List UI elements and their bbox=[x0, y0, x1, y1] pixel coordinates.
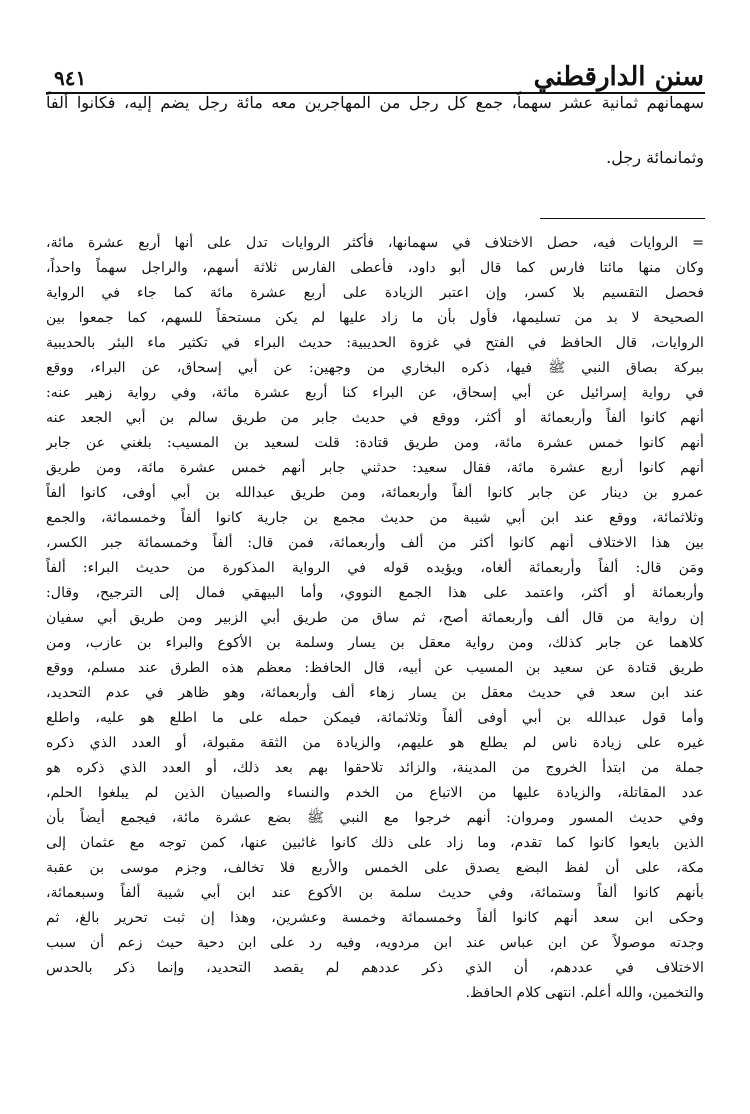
footnote-line: كلاهما عن جابر كذلك، ومن رواية معقل بن يسار وسلمة بن الأكوع والبراء بن عازب، ومن bbox=[46, 635, 704, 651]
footnote-line: عدد المقاتلة، والزيادة عليها من الاتباع من الخدم والنساء والصبيان الذين لم يبلغوا الحلم، bbox=[46, 785, 704, 801]
footnote-line: مكة، على أن لفظ البضع يصدق على الخمس والأربع فلا تخالف، وجزم موسى بن عقبة bbox=[46, 860, 704, 876]
footnote-line: وكان منها مائتا فارس كما قال أبو داود، فأعطى الفارس ثلاثة أسهم، والراجل سهماً واحداً، bbox=[46, 260, 704, 276]
footnote-line: أنهم كانوا خمس عشرة مائة، ومن طريق قتادة: قلت لسعيد بن المسيب: بلغني عن جابر bbox=[46, 435, 704, 451]
footnote-line: غيره على زيادة ناس لم يطلع هو عليهم، والزيادة من الثقة مقبولة، أو العدد الذي ذكره bbox=[46, 735, 704, 751]
footnote-line: وثلاثمائة، ووقع عند ابن أبي شيبة من حديث مجمع بن جارية كانوا ألفاً وخمسمائة، والجمع bbox=[46, 510, 704, 526]
footnote bbox=[46, 231, 704, 1006]
footnote-line: وجدته موصولاً عن ابن عباس عند ابن مردويه، وفيه رد على ابن دحية حيث زعم أن سبب bbox=[46, 935, 704, 951]
footnote-line: أنهم كانوا ألفاً وأربعمائة أو أكثر، ووقع في حديث جابر من طريق سالم بن أبي الجعد عنه bbox=[46, 410, 704, 426]
footnote-line: والتخمين، والله أعلم. انتهى كلام الحافظ. bbox=[465, 985, 704, 1001]
footnote-line: ومَن قال: ألفاً وأربعمائة ألغاه، ويؤيده قوله في الرواية المذكورة من حديث البراء: ألفاً bbox=[46, 560, 704, 576]
footnote-line: فحصل التقسيم بلا كسر، وإن اعتبر الزيادة على أربع عشرة مائة كما جاء في الرواية bbox=[46, 285, 704, 301]
main-text bbox=[46, 90, 704, 200]
footnote-line: الروايات، قال الحافظ في الفتح في غزوة الحديبية: حديث البراء في تكثير ماء البئر بالحديبية bbox=[46, 335, 704, 351]
footnote-line: في رواية إسرائيل عن أبي إسحاق، عن البراء كنا أربع عشرة مائة، وفي رواية زهير عنه: bbox=[46, 385, 704, 401]
footnote-line: وحكى ابن سعد أنهم كانوا ألفاً وخمسمائة وخمسة وعشرين، وهذا إن ثبت تحرير بالغ، ثم bbox=[46, 910, 704, 926]
footnote-line: أنهم كانوا أربع عشرة مائة، فقال سعيد: حدثني جابر أنهم خمس عشرة مائة، ومن طريق bbox=[46, 460, 704, 476]
footnote-separator bbox=[540, 218, 705, 219]
footnote-line: بأنهم كانوا ألفاً وستمائة، وفي حديث سلمة بن الأكوع عند ابن أبي شيبة ألفاً وسبعمائة، bbox=[46, 885, 704, 901]
page-number: ٩٤١ bbox=[54, 66, 87, 90]
footnote-line: طريق قتادة عن سعيد بن المسيب عن أبيه، قال الحافظ: معظم هذه الطرق عند مسلم، ووقع bbox=[46, 660, 704, 676]
footnote-line: جملة من ابتدأ الخروج من المدينة، والزائد تلاحقوا بهم بعد ذلك، أو العدد الذي ذكره هو bbox=[46, 760, 704, 776]
footnote-line: = الروايات فيه، حصل الاختلاف في سهمانها، فأكثر الروايات تدل على أنها أربع عشرة مائة، bbox=[46, 235, 704, 251]
footnote-line: الذين بايعوا كانوا كما تقدم، وما زاد على ذلك كانوا غائبين عنها، كمن توجه مع عثمان إلى bbox=[46, 835, 704, 851]
footnote-line: وأما قول عبدالله بن أبي أوفى ألفاً وثلاثمائة، فيمكن حمله على ما اطلع هو عليه، واطلع bbox=[46, 710, 704, 726]
footnote-line: وفي حديث المسور ومروان: أنهم خرجوا مع النبي ﷺ بضع عشرة مائة، فيجمع أيضاً بأن bbox=[46, 810, 704, 826]
main-text-line: وثمانمائة رجل. bbox=[606, 148, 704, 167]
main-text-line: سهمانهم ثمانية عشر سهماً، جمع كل رجل من المهاجرين معه مائة رجل يضم إليه، فكانوا ألفاً bbox=[46, 93, 704, 112]
footnote-line: عمرو بن دينار عن جابر كانوا ألفاً وأربعمائة، ومن طريق عبدالله بن أبي أوفى، كانوا ألفاً bbox=[46, 485, 704, 501]
footnote-line: بين هذا الاختلاف أنهم كانوا أكثر من ألف وأربعمائة، فمن قال: ألفاً وخمسمائة جبر الكسر، bbox=[46, 535, 704, 551]
footnote-line: ببركة بصاق النبي ﷺ فيها، ذكره البخاري من وجهين: عن أبي إسحاق، عن البراء، ووقع bbox=[46, 360, 704, 376]
footnote-line: الاختلاف في عددهم، أن الذي ذكر عددهم لم يقصد التحديد، وإنما ذكر بالحدس bbox=[46, 960, 704, 976]
footnote-line: وأربعمائة أو أكثر، واعتمد على هذا الجمع النووي، وأما البيهقي فمال إلى الترجيح، وقال: bbox=[46, 585, 704, 601]
footnote-line: عند ابن سعد في حديث معقل بن يسار زهاء ألف وأربعمائة، وهو ظاهر في عدم التحديد، bbox=[46, 685, 704, 701]
footnote-line: الصحيحة لا بد من تسليمها، فأول بأن ما زاد عليها لم يكن مستحقاً للسهم، كما جمعوا بين bbox=[46, 310, 704, 326]
book-title: سنن الدارقطني bbox=[533, 62, 704, 92]
footnote-line: إن رواية من قال ألف وأربعمائة أصح، ثم ساق من طريق أبي الزبير ومن طريق أبي سفيان bbox=[46, 610, 704, 626]
